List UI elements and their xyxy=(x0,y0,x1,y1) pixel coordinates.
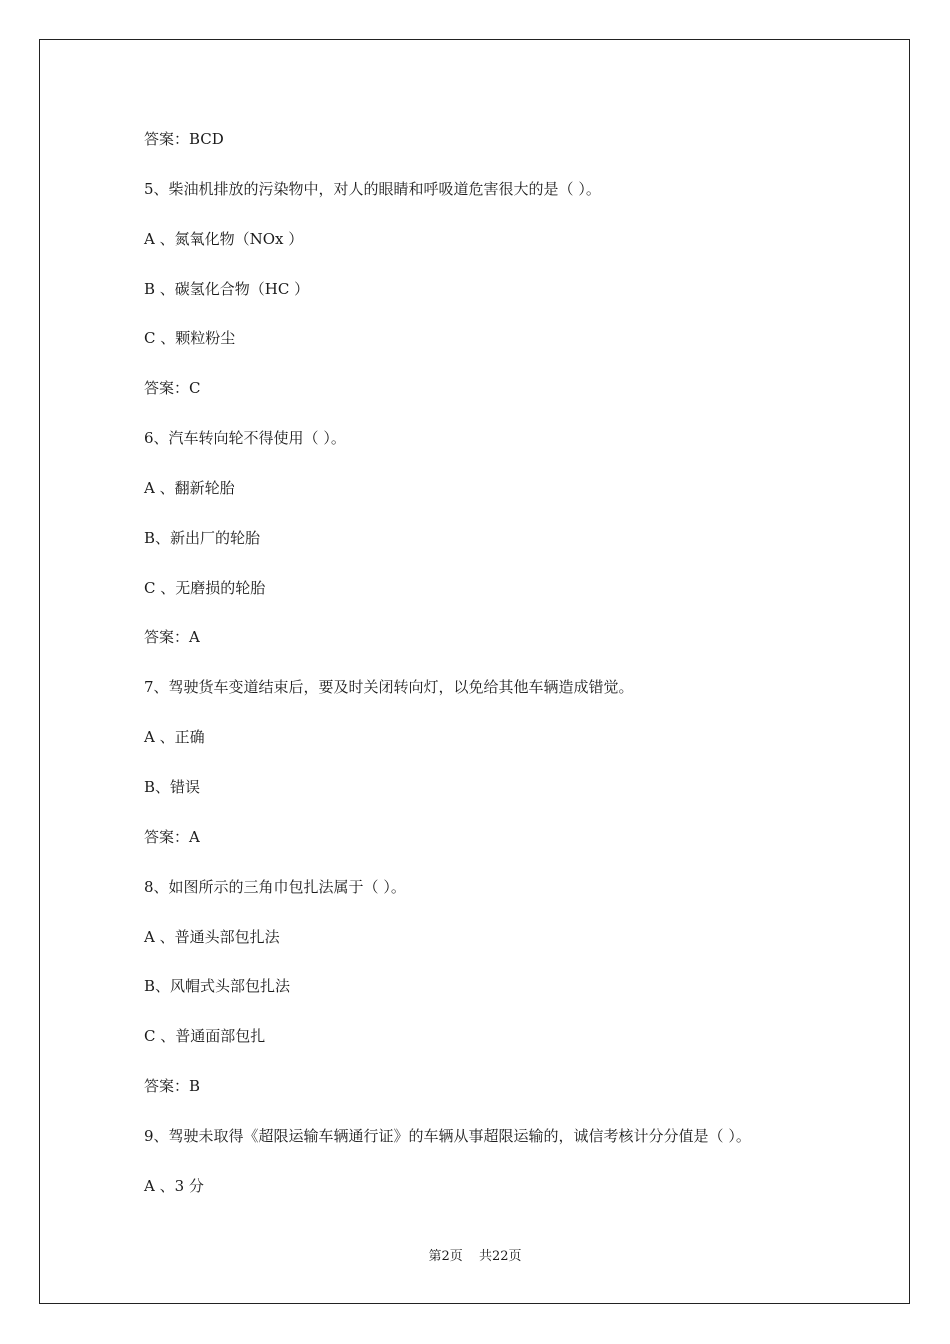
option-8a: A 、普通头部包扎法 xyxy=(144,927,280,946)
option-7a: A 、正确 xyxy=(144,728,205,747)
question-5: 5、柴油机排放的污染物中，对人的眼睛和呼吸道危害很大的是（ ）。 xyxy=(144,179,601,198)
answer-q6: 答案：A xyxy=(144,628,200,647)
option-6a: A 、翻新轮胎 xyxy=(144,478,235,497)
option-6b: B、新出厂的轮胎 xyxy=(144,528,261,547)
question-8: 8、如图所示的三角巾包扎法属于（ ）。 xyxy=(144,877,406,896)
option-5a: A 、氮氧化物（NOx ） xyxy=(144,229,304,248)
option-8c: C 、普通面部包扎 xyxy=(144,1027,266,1046)
option-9a: A 、3 分 xyxy=(144,1176,204,1195)
option-7b: B、错误 xyxy=(144,777,201,796)
answer-q7: 答案：A xyxy=(144,827,200,846)
document-body xyxy=(144,128,864,1225)
option-5b: B 、碳氢化合物（HC ） xyxy=(144,279,310,298)
option-5c: C 、颗粒粉尘 xyxy=(144,329,236,348)
question-7: 7、驾驶货车变道结束后，要及时关闭转向灯，以免给其他车辆造成错觉。 xyxy=(144,678,634,697)
answer-q8: 答案：B xyxy=(144,1077,201,1096)
question-6: 6、汽车转向轮不得使用（ ）。 xyxy=(144,429,346,448)
page-number: 第2页 xyxy=(428,1249,463,1264)
page-total: 共22页 xyxy=(478,1249,522,1264)
answer-q5: 答案：C xyxy=(144,379,201,398)
option-8b: B、风帽式头部包扎法 xyxy=(144,977,291,996)
question-9: 9、驾驶未取得《超限运输车辆通行证》的车辆从事超限运输的，诚信考核计分分值是（ ）。 xyxy=(144,1126,751,1145)
option-6c: C 、无磨损的轮胎 xyxy=(144,578,266,597)
page-footer xyxy=(0,1248,950,1266)
answer-q4: 答案：BCD xyxy=(144,130,224,148)
